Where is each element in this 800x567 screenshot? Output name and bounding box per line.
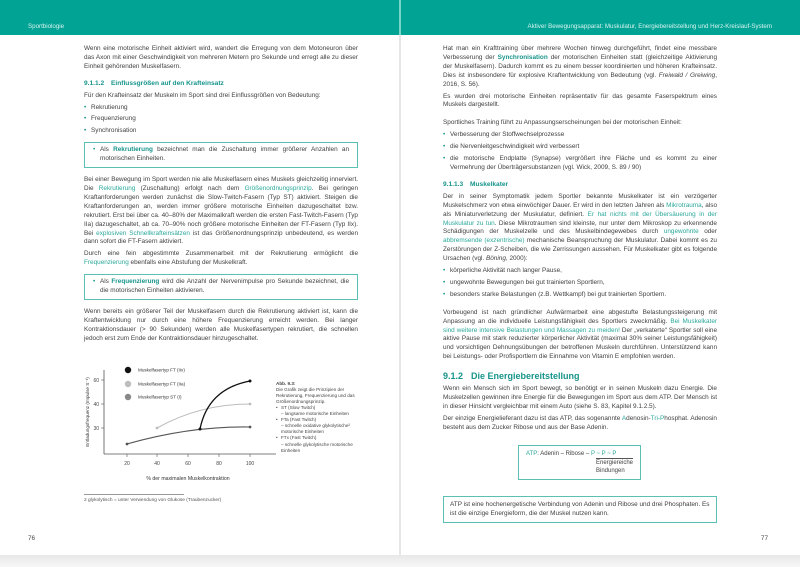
list-item: • Synchronisation (84, 127, 358, 136)
left-running-header: Sportbiologie (28, 23, 65, 30)
chart-legend (125, 366, 186, 399)
paragraph-bewegung: Bei einer Bewegung im Sport werden nie alle Muskelfasern eines Muskels gleichzeitig innerviert. Die Rekrutierung (Zuschaltung) erfolgt nach dem Größenordnungsprinzip. Bei geringen Kraftanforderungen werden zunächst die Slow-Twitch-Fasern (Typ ST) aktiviert. Steigen die Kraftanforderungen an, werden immer größere motorische Einheiten dazugeschaltet bzw. rekrutiert. Erst bei über ca. 40–80% der Maximalkraft werden die ersten Fast-Twitch-Fasern (Typ IIa) dazugeschaltet, ab ca. 70–90% noch größere motorische Einheiten der FT-Fasern (Typ IIx). Bei explosiven Schnellkrafteinsätzen ist das Größenordnungsprinzip unbedeutend, es werden dann sofort die FT-Fasern aktiviert. (84, 176, 359, 246)
svg-text:40: 40 (93, 401, 99, 408)
definition-box-rekrutierung (84, 142, 358, 168)
x-axis-ticks (124, 454, 254, 467)
definition-box-frequenzierung (84, 274, 358, 300)
section-heading-912: 9.1.2 Die Energiebereitstellung (443, 371, 580, 382)
footnote-rule (84, 494, 184, 495)
footnote: 2 glykolytisch = unter Verwendung von Glukose (Traubenzucker) (84, 497, 222, 503)
svg-text:Muskelfasertyp FT (IIa): Muskelfasertyp FT (IIa) (138, 381, 186, 387)
list-item: • Rekrutierung (84, 104, 358, 113)
causes-list (443, 267, 717, 300)
list-item: • Verbesserung der Stoffwechselprozesse (443, 131, 717, 140)
definition-text: • Als Rekrutierung bezeichnet man die Zuschaltung immer größerer Anzahlen an motorischen Einheiten. (93, 146, 349, 164)
svg-text:40: 40 (154, 460, 160, 467)
atp-formula-box: ATP: Adenin – Ribose – P ~ P ~ P Energiereiche Bindungen (518, 445, 641, 480)
caption-item: • ST (Slow Twitch) – langsame motorische Einheiten (276, 405, 358, 417)
list-item: • ungewohnte Bewegungen bei gut trainierten Sportlern, (443, 279, 717, 288)
paragraph-krafttraining: Hat man ein Krafttraining über mehrere Wochen hinweg durchgeführt, findet eine messbare Verbesserung der Synchronisation der motorischen Einheiten statt (gleichzeitige Aktivierung der Muskelfasern). Dadurch kommt es zu einem besser koordinierten und höheren Krafteinsatz. Dies ist insbesondere für explosive Kraftentwicklung von Bedeutung (vgl. Freiwald / Greiwing, 2016, S. 56). (443, 45, 717, 88)
svg-text:30: 30 (93, 425, 99, 432)
list-item: • besonders starke Belastungen (z.B. Wettkampf) bei gut trainierten Sportlern. (443, 291, 717, 300)
svg-text:Muskelfasertyp ST (I): Muskelfasertyp ST (I) (138, 394, 182, 400)
list-item: • die Nervenleitgeschwindigkeit wird verbessert (443, 143, 717, 152)
definition-text: • Als Frequenzierung wird die Anzahl der Nervenimpulse pro Sekunde bezeichnet, die die motorischen Einheiten aktivieren. (93, 278, 349, 296)
y-axis-ticks (93, 378, 104, 432)
caption-item: • FTa (Fast Twitch) – schnelle oxidative glykolytische² motorische Einheiten (276, 417, 358, 435)
paragraph-energie: Wenn ein Mensch sich im Sport bewegt, so benötigt er in seinen Muskeln dazu Energie. Die Muskelzellen gewinnen ihre Energie für die Bewegungen im Sport aus dem ATP. Der Mensch ist in dieser Hinsicht vergleichbar mit einem Auto (siehe S. 83, Kapitel 9.1.2.5). (443, 385, 717, 410)
svg-text:100: 100 (245, 460, 255, 467)
right-content (443, 45, 717, 523)
y-axis-label: Entladungsfrequenz (Impulse S⁻¹) (85, 376, 90, 447)
svg-text:60: 60 (93, 377, 99, 384)
influence-list (84, 104, 358, 137)
svg-text:80: 80 (216, 460, 222, 467)
list-item: • Frequenzierung (84, 115, 358, 124)
figure-9-3 (84, 364, 358, 484)
svg-text:Muskelfasertyp FT (IIx): Muskelfasertyp FT (IIx) (138, 367, 185, 373)
figure-caption: Abb. 9.3: Die Grafik zeigt die Prinzipien der Rekrutierung, Frequenzierung und das Größenordnungsprinzip. • ST (Slow Twitch) – langsame motorische Einheiten • FTa (Fast Twitch) – schnelle oxidative glykolytische² motorische Einheiten • FTx (Fast Twitch) – schnelle glykolytische motorische Einheiten (276, 381, 358, 454)
list-item: • körperliche Aktivität nach langer Pause, (443, 267, 717, 276)
paragraph-muskelkater: Der in seiner Symptomatik jedem Sportler bekannte Muskelkater ist ein verzögerter Muskelschmerz von etwa einwöchiger Dauer. Er wird in den letzten Jahren als Mikrotrauma, also als Miniaturverletzung der Muskulatur, definiert. Er hat nichts mit der Übersäuerung in der Muskulatur zu tun. Diese Mikrotraumen sind kleinste, nur unter dem Mikroskop zu erkennende Schädigungen der Muskelzelle und des Muskelbindegewebes durch ungewohnte oder abbremsende (exzentrische) mechanische Beanspruchung der Muskulatur. Dabei kommt es zu Zerstörungen der Z-Scheiben, die wie Zerrissungen aussehen. Für Muskelkater gibt es folgende Ursachen (vgl. Böning, 2000): (443, 192, 717, 263)
page-number-left: 76 (28, 535, 36, 542)
svg-text:60: 60 (185, 460, 191, 467)
series-st-line (127, 427, 250, 444)
caption-item: • FTx (Fast Twitch) – schnelle glykolytische motorische Einheiten (276, 435, 358, 453)
x-axis-label: % der maximalen Muskelkontraktion (146, 475, 230, 482)
paragraph-drei-einheiten: Es wurden drei motorische Einheiten repräsentativ für das gesamte Faserspektrum eines Muskels dargestellt. (443, 92, 717, 109)
right-running-header: Aktiver Bewegungsapparat: Muskulatur, Energiebereitstellung und Herz-Kreislauf-System (527, 23, 772, 30)
page-number-right: 77 (760, 535, 768, 542)
right-page (401, 0, 800, 555)
atp-summary-box: ATP ist eine hochenergetische Verbindung von Adenin und Ribose und drei Phosphaten. Es ist die einzige Energieform, die der Muskel nutzen kann. (443, 496, 717, 524)
paragraph-training-lead: Sportliches Training führt zu Anpassungserscheinungen bei der motorischen Einheit: (443, 119, 682, 127)
left-page (0, 0, 399, 555)
paragraph-vorbeugend: Vorbeugend ist nach gründlicher Aufwärmarbeit eine abgestufte Belastungssteigerung mit Anpassung an die individuelle Leistungsfähigkeit des Sportlers zweckmäßig. Bei Muskelkater sind weitere intensive Belastungen und Massagen zu meiden! Der „verkaterte“ Sportler soll eine aktive Pause mit stark reduzierter körperlicher Aktivität (maximal 30% seiner Leistungsfähigkeit) und vorsichtigen Dehnungsübungen der betroffenen Muskeln durchführen. Unterstützend kann bei Leistungs- oder Profisportlern die Einnahme von Vitamin E empfohlen werden. (443, 308, 718, 361)
section-heading-9112: 9.1.1.2 Einflussgrößen auf den Krafteinsatz (84, 79, 224, 87)
training-adaptations-list (443, 131, 717, 173)
section-heading-9113: 9.1.1.3 Muskelkater (443, 180, 509, 188)
paragraph-zusammenarbeit: Durch eine fein abgestimmte Zusammenarbeit mit der Rekrutierung ermöglicht die Frequenzierung ebenfalls eine Abstufung der Muskelkraft. (84, 250, 358, 267)
section-lead: Für den Krafteinsatz der Muskeln im Sport sind drei Einflussgrößen von Bedeutung: (84, 91, 321, 99)
paragraph-kraftentwicklung: Wenn bereits ein größerer Teil der Muskelfasern durch die Rekrutierung aktiviert ist, kann die Kraftentwicklung nur durch eine höhere Frequenzierung erreicht werden. Bei langer Kontraktionsdauer (> 90 Sekunden) werden alle Muskelfasertypen rekrutiert, die schnellen jedoch erst zum Ende der Kontraktionsdauer hinzugeschaltet. (84, 307, 358, 342)
page-bottom-shadow (0, 555, 800, 567)
right-header-band (401, 0, 800, 35)
svg-text:20: 20 (124, 460, 130, 467)
series-ftiix-line (200, 381, 250, 429)
left-header-band (0, 0, 399, 35)
intro-paragraph: Wenn eine motorische Einheit aktiviert wird, wandert die Erregung von dem Motoneuron über das Axon mit einer Geschwindigkeit von mehreren Metern pro Sekunde und erregt alle zu dieser Einheit gehörenden Muskelfasern. (84, 45, 358, 70)
left-content (84, 45, 358, 505)
paragraph-atp: Der einzige Energielieferant dazu ist das ATP, das sogenannte Adenosin-Tri-Phosphat. Adenosin besteht aus dem Zucker Ribose und aus der Base Adenin. (443, 414, 717, 431)
list-item: • die motorische Endplatte (Synapse) vergrößert ihre Fläche und es kommt zu einer Vermehrung der Überträgersubstanzen (vgl. Wick, 2009, S. 89 / 90) (443, 155, 717, 173)
motor-unit-chart (80, 364, 280, 484)
